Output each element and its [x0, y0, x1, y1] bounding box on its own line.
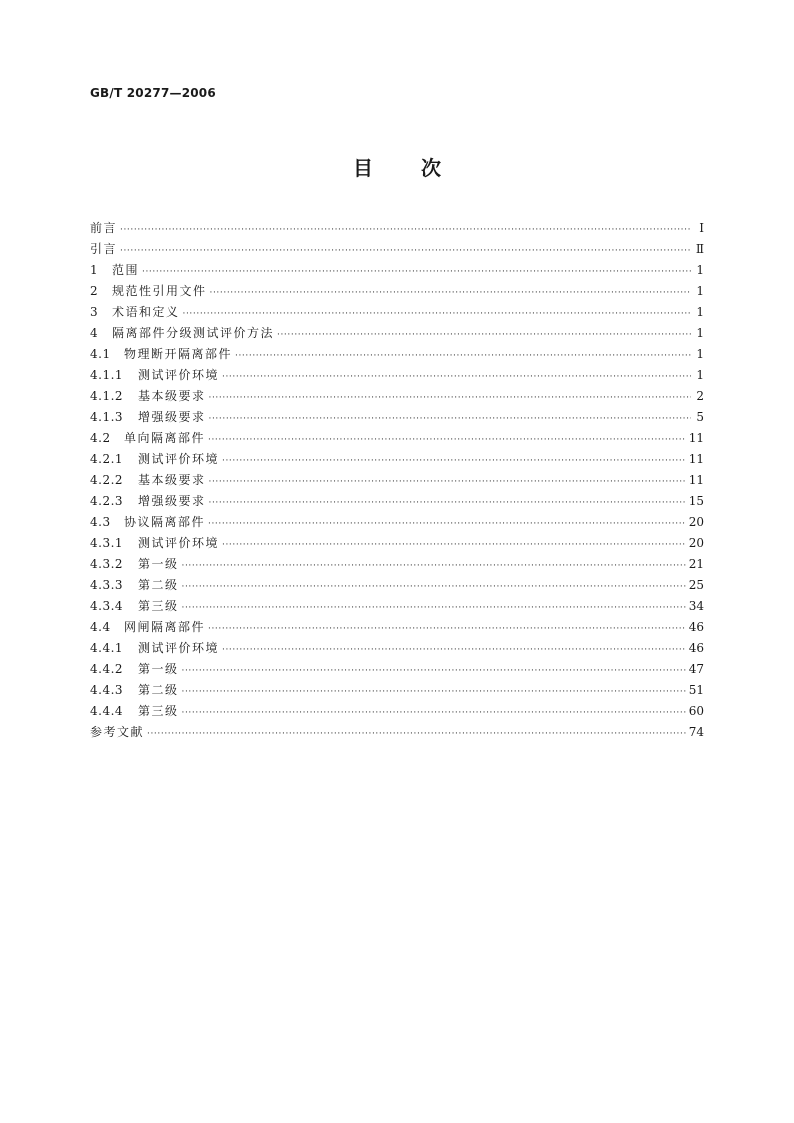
toc-dot-leader — [209, 472, 686, 493]
toc-entry-label: 增强级要求 — [138, 494, 206, 508]
toc-entry-label: 前言 — [90, 221, 118, 235]
page-title — [0, 152, 794, 181]
toc-entry[interactable] — [90, 701, 704, 722]
toc-entry-number: 4.1 — [90, 347, 111, 361]
toc-dot-leader — [147, 724, 686, 745]
toc-dot-leader — [120, 220, 691, 241]
toc-entry-label: 规范性引用文件 — [112, 284, 207, 298]
toc-entry-number: 4.2.2 — [90, 473, 124, 487]
toc-dot-leader — [235, 346, 691, 367]
toc-dot-leader — [182, 556, 686, 577]
toc-entry-number: 4.4.4 — [90, 704, 124, 718]
toc-entry-label: 隔离部件分级测试评价方法 — [112, 326, 275, 340]
toc-entry-number: 4.1.2 — [90, 389, 124, 403]
toc-entry-label: 第二级 — [138, 683, 179, 697]
toc-entry-label: 测试评价环境 — [138, 368, 220, 382]
toc-dot-leader — [222, 367, 691, 388]
toc-entry-page: 60 — [688, 704, 704, 718]
toc-entry[interactable] — [90, 428, 704, 449]
toc-entry[interactable] — [90, 491, 704, 512]
toc-entry-number: 4.3 — [90, 515, 111, 529]
toc-entry-number: 4.3.4 — [90, 599, 124, 613]
toc-entry-page: 46 — [688, 641, 704, 655]
toc-entry-page: 1 — [696, 347, 704, 361]
toc-entry[interactable] — [90, 680, 704, 701]
toc-dot-leader — [142, 262, 691, 283]
toc-entry-number: 4.3.2 — [90, 557, 124, 571]
toc-entry[interactable] — [90, 575, 704, 596]
toc-entry-page: 1 — [696, 305, 704, 319]
toc-dot-leader — [209, 493, 686, 514]
toc-entry-label: 第一级 — [138, 557, 179, 571]
toc-entry[interactable] — [90, 659, 704, 680]
toc-entry-number: 4.4.2 — [90, 662, 124, 676]
toc-entry-label: 第三级 — [138, 704, 179, 718]
toc-entry-page: 74 — [688, 725, 704, 739]
toc-dot-leader — [208, 514, 686, 535]
toc-entry-label: 基本级要求 — [138, 389, 206, 403]
toc-entry[interactable] — [90, 596, 704, 617]
toc-entry-label: 单向隔离部件 — [124, 431, 206, 445]
toc-entry[interactable] — [90, 239, 704, 260]
toc-entry[interactable] — [90, 218, 704, 239]
toc-entry[interactable] — [90, 722, 704, 743]
toc-entry-label: 第一级 — [138, 662, 179, 676]
toc-entry-number: 4.4.1 — [90, 641, 124, 655]
title-char-2: 次 — [421, 156, 441, 180]
toc-entry-label: 测试评价环境 — [138, 641, 220, 655]
toc-entry[interactable] — [90, 554, 704, 575]
toc-entry-number: 4 — [90, 326, 99, 340]
toc-entry-page: Ⅱ — [695, 242, 704, 256]
toc-entry-number: 4.1.3 — [90, 410, 124, 424]
toc-entry-label: 协议隔离部件 — [124, 515, 206, 529]
toc-entry[interactable] — [90, 281, 704, 302]
toc-entry-label: 术语和定义 — [112, 305, 180, 319]
toc-dot-leader — [222, 451, 686, 472]
toc-entry[interactable] — [90, 260, 704, 281]
toc-entry-page: 5 — [696, 410, 704, 424]
toc-entry-label: 测试评价环境 — [138, 536, 220, 550]
toc-entry-page: 1 — [696, 368, 704, 382]
toc-dot-leader — [182, 661, 686, 682]
toc-entry-number: 4.4 — [90, 620, 111, 634]
toc-entry-label: 增强级要求 — [138, 410, 206, 424]
toc-entry[interactable] — [90, 344, 704, 365]
toc-entry[interactable] — [90, 638, 704, 659]
toc-entry-label: 第二级 — [138, 578, 179, 592]
toc-dot-leader — [277, 325, 691, 346]
toc-dot-leader — [182, 682, 686, 703]
toc-entry[interactable] — [90, 533, 704, 554]
toc-entry-label: 第三级 — [138, 599, 179, 613]
toc-dot-leader — [209, 388, 691, 409]
toc-entry-page: 1 — [696, 284, 704, 298]
toc-entry-label: 基本级要求 — [138, 473, 206, 487]
toc-entry[interactable] — [90, 470, 704, 491]
toc-entry-label: 网闸隔离部件 — [124, 620, 206, 634]
toc-entry-page: 34 — [688, 599, 704, 613]
toc-entry[interactable] — [90, 449, 704, 470]
toc-entry-page: 11 — [688, 473, 704, 487]
toc-entry-page: 11 — [688, 431, 704, 445]
toc-entry-label: 引言 — [90, 242, 118, 256]
toc-entry-number: 2 — [90, 284, 99, 298]
toc-dot-leader — [182, 577, 686, 598]
toc-dot-leader — [182, 598, 686, 619]
table-of-contents — [90, 218, 704, 743]
toc-dot-leader — [208, 619, 686, 640]
toc-entry[interactable] — [90, 365, 704, 386]
toc-entry-page: 20 — [688, 515, 704, 529]
title-char-1: 目 — [353, 156, 373, 180]
toc-entry-page: 1 — [696, 263, 704, 277]
toc-dot-leader — [222, 640, 686, 661]
toc-entry-label: 范围 — [112, 263, 140, 277]
toc-entry-page: 15 — [688, 494, 704, 508]
toc-entry-label: 参考文献 — [90, 725, 145, 739]
toc-entry-page: 47 — [688, 662, 704, 676]
toc-entry-page: 2 — [696, 389, 704, 403]
toc-dot-leader — [209, 409, 691, 430]
toc-entry-number: 4.1.1 — [90, 368, 124, 382]
toc-entry-page: 25 — [688, 578, 704, 592]
toc-entry-number: 4.4.3 — [90, 683, 124, 697]
toc-entry-page: 21 — [688, 557, 704, 571]
toc-dot-leader — [182, 703, 686, 724]
toc-entry-label: 测试评价环境 — [138, 452, 220, 466]
toc-dot-leader — [183, 304, 691, 325]
toc-entry-page: 51 — [688, 683, 704, 697]
toc-dot-leader — [222, 535, 686, 556]
toc-entry-page: 11 — [688, 452, 704, 466]
standard-code: GB/T 20277—2006 — [90, 86, 216, 100]
toc-entry-number: 4.2 — [90, 431, 111, 445]
toc-entry[interactable] — [90, 512, 704, 533]
toc-entry-number: 1 — [90, 263, 99, 277]
toc-entry-page: 20 — [688, 536, 704, 550]
toc-entry[interactable] — [90, 386, 704, 407]
toc-dot-leader — [120, 241, 691, 262]
toc-entry[interactable] — [90, 302, 704, 323]
toc-entry-page: 46 — [688, 620, 704, 634]
toc-entry[interactable] — [90, 407, 704, 428]
toc-entry-number: 4.3.3 — [90, 578, 124, 592]
toc-dot-leader — [210, 283, 691, 304]
toc-entry-number: 4.3.1 — [90, 536, 124, 550]
toc-entry-page: 1 — [696, 326, 704, 340]
toc-entry-page: Ⅰ — [699, 221, 704, 235]
toc-entry[interactable] — [90, 323, 704, 344]
toc-entry-number: 4.2.3 — [90, 494, 124, 508]
toc-entry-number: 3 — [90, 305, 99, 319]
toc-entry[interactable] — [90, 617, 704, 638]
toc-entry-number: 4.2.1 — [90, 452, 124, 466]
toc-dot-leader — [208, 430, 686, 451]
toc-entry-label: 物理断开隔离部件 — [124, 347, 233, 361]
